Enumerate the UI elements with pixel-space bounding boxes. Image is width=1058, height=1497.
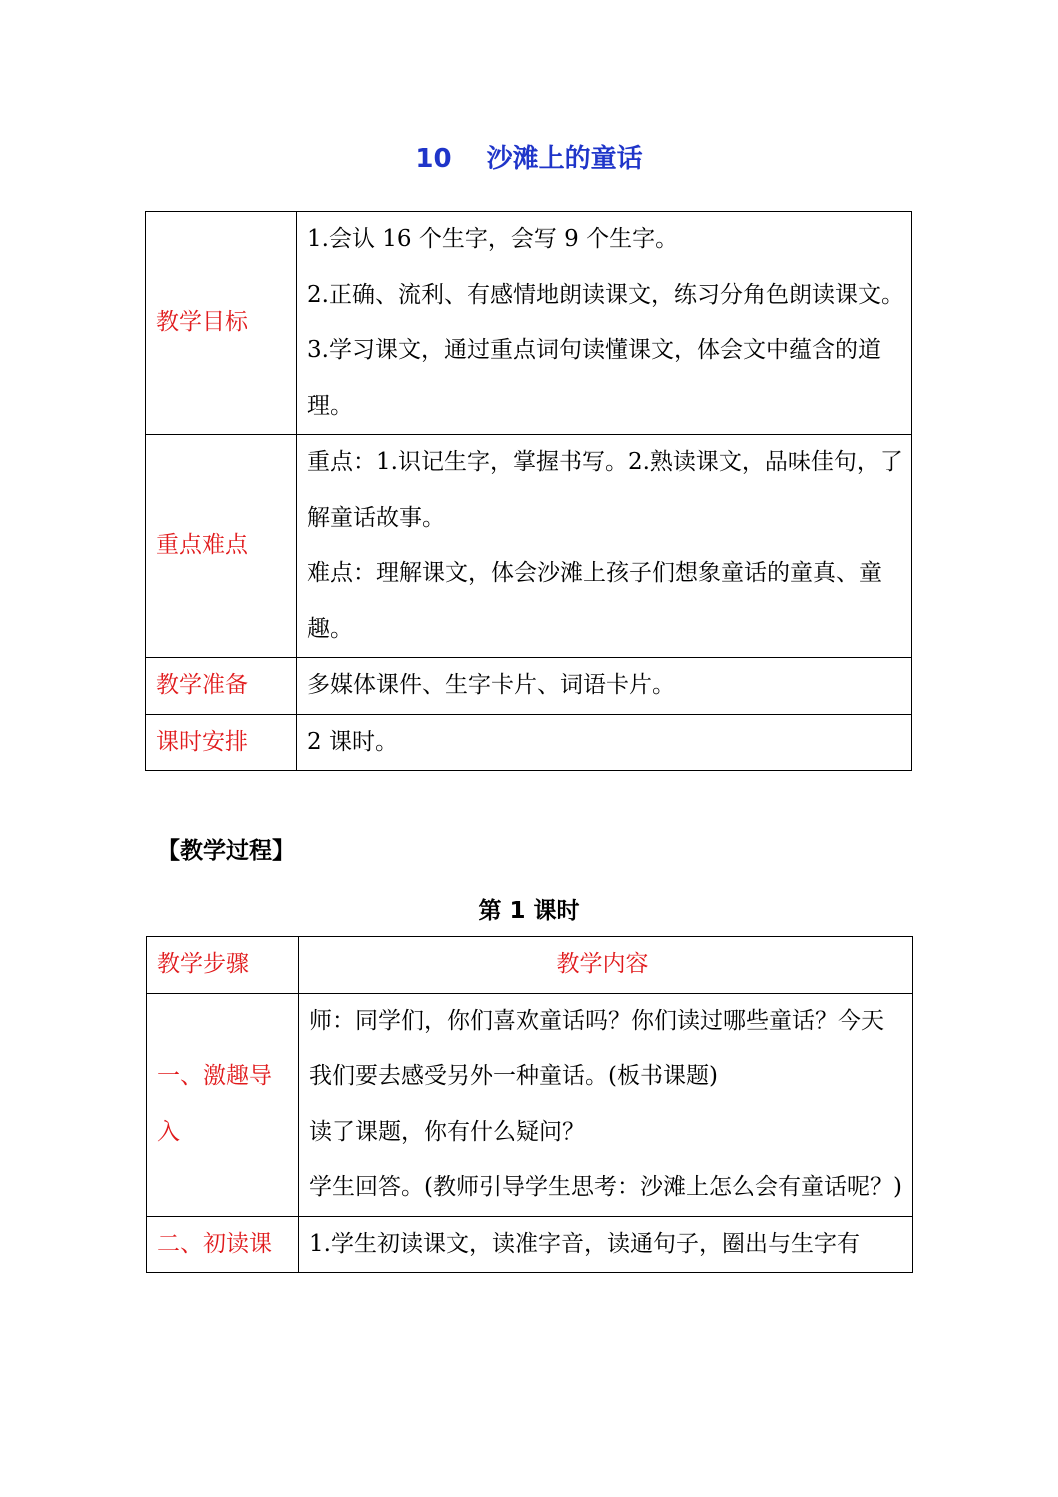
step-1-line-2: 读了课题，你有什么疑问？ [309,1118,585,1145]
process-header-row [147,937,913,994]
step-1-line-1: 师：同学们，你们喜欢童话吗？你们读过哪些童话？今天我们要去感受另外一种童话。(板书课题) [309,1007,884,1089]
step-2-content [299,1216,913,1273]
key-points-row [146,435,912,658]
key-point-focus: 重点：1.识记生字，掌握书写。2.熟读课文，品味佳句，了解童话故事。 [307,449,903,531]
goals-row [146,212,912,435]
process-heading: 【教学过程】 [157,838,295,864]
step-1-content [299,993,913,1216]
schedule-row [146,714,912,771]
process-row-2 [147,1216,913,1273]
goal-item-1: 1.会认 16 个生字，会写 9 个生字。 [307,226,679,252]
goals-label: 教学目标 [146,212,297,435]
key-points-label: 重点难点 [146,435,297,658]
step-2-line-1: 1.学生初读课文，读准字音，读通句子，圈出与生字有 [309,1230,860,1257]
step-2-label: 二、初读课 [147,1216,299,1273]
lesson-info-table [145,211,912,771]
key-points-content [297,435,912,658]
goal-item-3: 3.学习课文，通过重点词句读懂课文，体会文中蕴含的道理。 [307,337,881,419]
preparation-content: 多媒体课件、生字卡片、词语卡片。 [297,658,912,715]
process-row-1 [147,993,913,1216]
schedule-label: 课时安排 [146,714,297,771]
step-1-label: 一、激趣导入 [147,993,299,1216]
lesson-heading: 第 1 课时 [478,898,580,924]
key-point-difficulty: 难点：理解课文，体会沙滩上孩子们想象童话的童真、童趣。 [307,560,882,642]
content-header: 教学内容 [299,937,913,994]
preparation-label: 教学准备 [146,658,297,715]
lesson-title: 10 沙滩上的童话 [415,144,643,174]
process-table [146,936,913,1273]
step-1-line-3: 学生回答。(教师引导学生思考：沙滩上怎么会有童话呢？) [309,1174,902,1200]
preparation-row [146,658,912,715]
step-header: 教学步骤 [147,937,299,994]
schedule-content: 2 课时。 [297,714,912,771]
goal-item-2: 2.正确、流利、有感情地朗读课文，练习分角色朗读课文。 [307,281,904,308]
goals-content [297,212,912,435]
